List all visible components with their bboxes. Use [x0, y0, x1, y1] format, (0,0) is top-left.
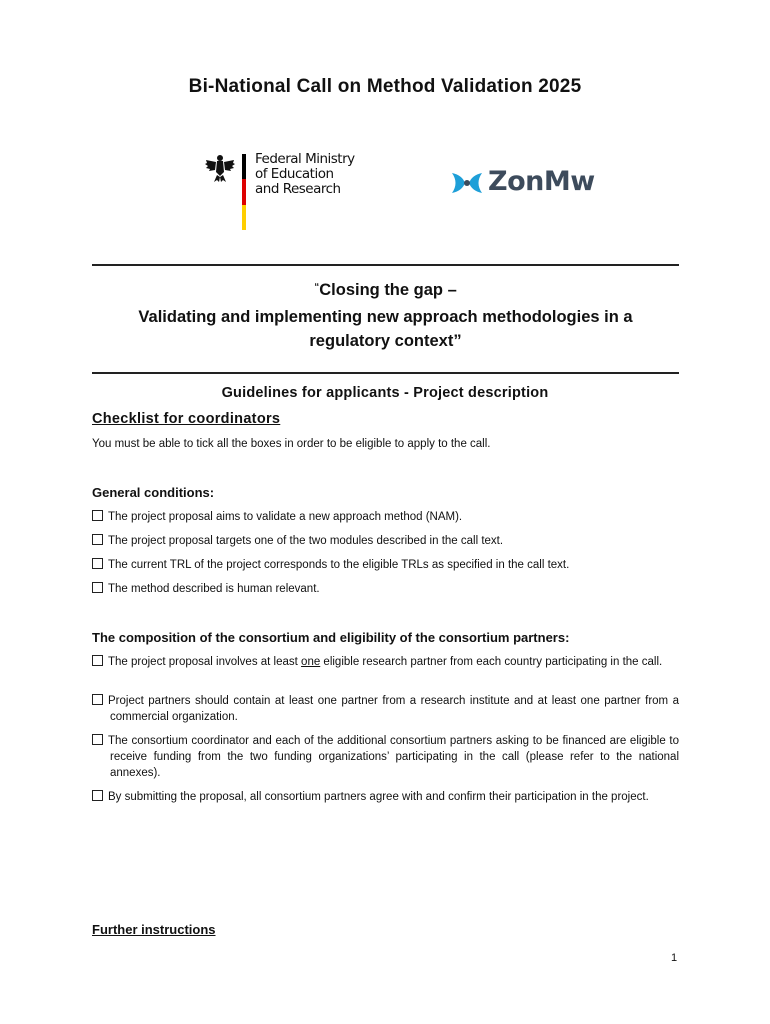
general-item-3: The current TRL of the project corresponds to the eligible TRLs as specified in the call text. [92, 557, 679, 573]
intro-text: You must be able to tick all the boxes in order to be eligible to apply to the call. [92, 438, 491, 450]
further-instructions-heading: Further instructions [92, 922, 216, 937]
checkbox[interactable] [92, 790, 103, 801]
page-number: 1 [671, 952, 678, 964]
zonmw-logo [450, 166, 595, 200]
checkbox[interactable] [92, 655, 103, 666]
subtitle-line-1 [92, 276, 679, 302]
top-rule [92, 264, 679, 266]
general-item-1: The project proposal aims to validate a new approach method (NAM). [92, 509, 679, 525]
bottom-rule [92, 372, 679, 374]
subtitle-line-3: regulatory context” [309, 332, 462, 350]
general-item-2: The project proposal targets one of the two modules described in the call text. [92, 533, 679, 549]
subtitle-line-2: Validating and implementing new approach methodologies in a [138, 308, 633, 326]
bmbf-logo [204, 152, 364, 232]
consortium-item-3: The consortium coordinator and each of the additional consortium partners asking to be financed are eligible to receive funding from the two funding organizations’ participating in the call (please refer to the national annexes). [92, 733, 679, 781]
german-flag-bar [242, 154, 246, 230]
checkbox[interactable] [92, 694, 103, 705]
subtitle-text-1: Closing the gap – [319, 281, 457, 299]
checkbox[interactable] [92, 734, 103, 745]
document-title: Bi-National Call on Method Validation 2025 [188, 76, 582, 97]
general-item-4: The method described is human relevant. [92, 581, 679, 597]
general-conditions-heading: General conditions: [92, 485, 215, 500]
zonmw-wordmark: ZonMw [488, 166, 595, 197]
consortium-item-4: By submitting the proposal, all consortium partners agree with and confirm their participation in the project. [92, 789, 679, 805]
open-quote: “ [314, 282, 320, 293]
zonmw-logo-icon [450, 169, 484, 197]
checkbox[interactable] [92, 558, 103, 569]
checkbox[interactable] [92, 510, 103, 521]
eagle-icon [204, 152, 236, 184]
checklist-heading: Checklist for coordinators [92, 411, 281, 427]
checkbox[interactable] [92, 534, 103, 545]
consortium-item-1: The project proposal involves at least one eligible research partner from each country participating in the call. [92, 654, 679, 670]
section-heading: Guidelines for applicants - Project description [221, 385, 549, 401]
bmbf-line-2: of Education [255, 166, 334, 182]
bmbf-line-3: and Research [255, 181, 341, 197]
consortium-heading: The composition of the consortium and eligibility of the consortium partners: [92, 630, 570, 645]
bmbf-line-1: Federal Ministry [255, 151, 355, 167]
checkbox[interactable] [92, 582, 103, 593]
consortium-item-2: Project partners should contain at least one partner from a research institute and at least one partner from a commercial organization. [92, 693, 679, 725]
bmbf-wordmark [255, 152, 355, 197]
